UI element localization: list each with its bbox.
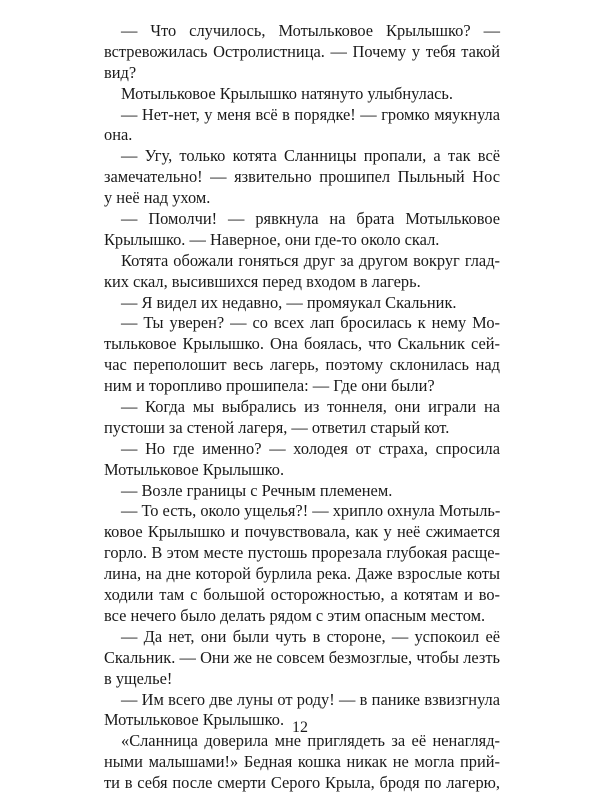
text-line: ти в себя после смерти Серого Крыла, бродя по лагерю,: [104, 773, 500, 793]
text-line: — То есть, около ущелья?! — хрипло охнула Мотыль-: [121, 501, 501, 521]
text-line: — Помолчи! — рявкнула на брата Мотыльковое: [121, 209, 500, 229]
text-line: — Когда мы выбрались из тоннеля, они играли на: [121, 397, 500, 417]
text-line: Крылышко. — Наверное, они где-то около скал.: [104, 229, 440, 249]
text-line: горло. В этом месте пустошь прорезала глубокая расще-: [104, 543, 500, 563]
text-line: она.: [104, 125, 133, 145]
text-line: пустоши за стеной лагеря, — ответил старый кот.: [104, 417, 450, 437]
text-line: — Да нет, они были чуть в стороне, — успокоил её: [121, 626, 500, 646]
text-line: — Угу, только котята Сланницы пропали, а так всё: [121, 146, 500, 166]
text-line: у неё над ухом.: [104, 188, 211, 208]
text-line: Скальник. — Они же не совсем безмозглые, чтобы лезть: [104, 647, 500, 667]
text-line: в ущелье!: [104, 668, 173, 688]
page-number: 12: [292, 719, 308, 736]
text-line: ковое Крылышко и почувствовала, как у неё сжимается: [104, 522, 500, 542]
text-line: тыльковое Крылышко. Она боялась, что Скальник сей-: [104, 334, 500, 354]
text-line: Мотыльковое Крылышко натянуто улыбнулась.: [121, 83, 453, 103]
text-line: — Ты уверен? — со всех лап бросилась к нему Мо-: [121, 313, 500, 333]
text-line: лина, на дне которой бурлила река. Даже взрослые коты: [104, 564, 500, 584]
text-line: ными малышами!» Бедная кошка никак не могла прий-: [104, 752, 500, 772]
body-text: [104, 21, 500, 794]
text-line: Мотыльковое Крылышко.: [104, 710, 285, 730]
text-line: — Нет-нет, у меня всё в порядке! — громко мяукнула: [121, 104, 500, 124]
text-line: все нечего было делать рядом с этим опасным местом.: [104, 605, 486, 625]
text-line: вид?: [104, 62, 137, 82]
text-line: Котята обожали гоняться друг за другом вокруг глад-: [121, 250, 500, 270]
text-line: час переполошит весь лагерь, поэтому склонилась над: [104, 355, 500, 375]
text-line: — Я видел их недавно, — промяукал Скальник.: [121, 292, 457, 312]
text-line: Мотыльковое Крылышко.: [104, 459, 285, 479]
text-line: — Возле границы с Речным племенем.: [121, 480, 393, 500]
text-line: ходили там с большой осторожностью, а котятам и во-: [104, 585, 500, 605]
text-line: — Что случилось, Мотыльковое Крылышко? —: [121, 21, 500, 40]
text-line: «Сланница доверила мне приглядеть за её ненагляд-: [121, 731, 500, 751]
text-line: ких скал, высившихся перед входом в лагерь.: [104, 271, 421, 291]
text-line: встревожилась Остролистница. — Почему у тебя такой: [104, 41, 500, 61]
text-line: замечательно! — язвительно прошипел Пыльный Нос: [104, 167, 500, 187]
text-line: — Но где именно? — холодея от страха, спросила: [121, 438, 500, 458]
text-line: ним и торопливо прошипела: — Где они были?: [104, 376, 435, 396]
text-line: — Им всего две луны от роду! — в панике взвизгнула: [121, 689, 500, 709]
